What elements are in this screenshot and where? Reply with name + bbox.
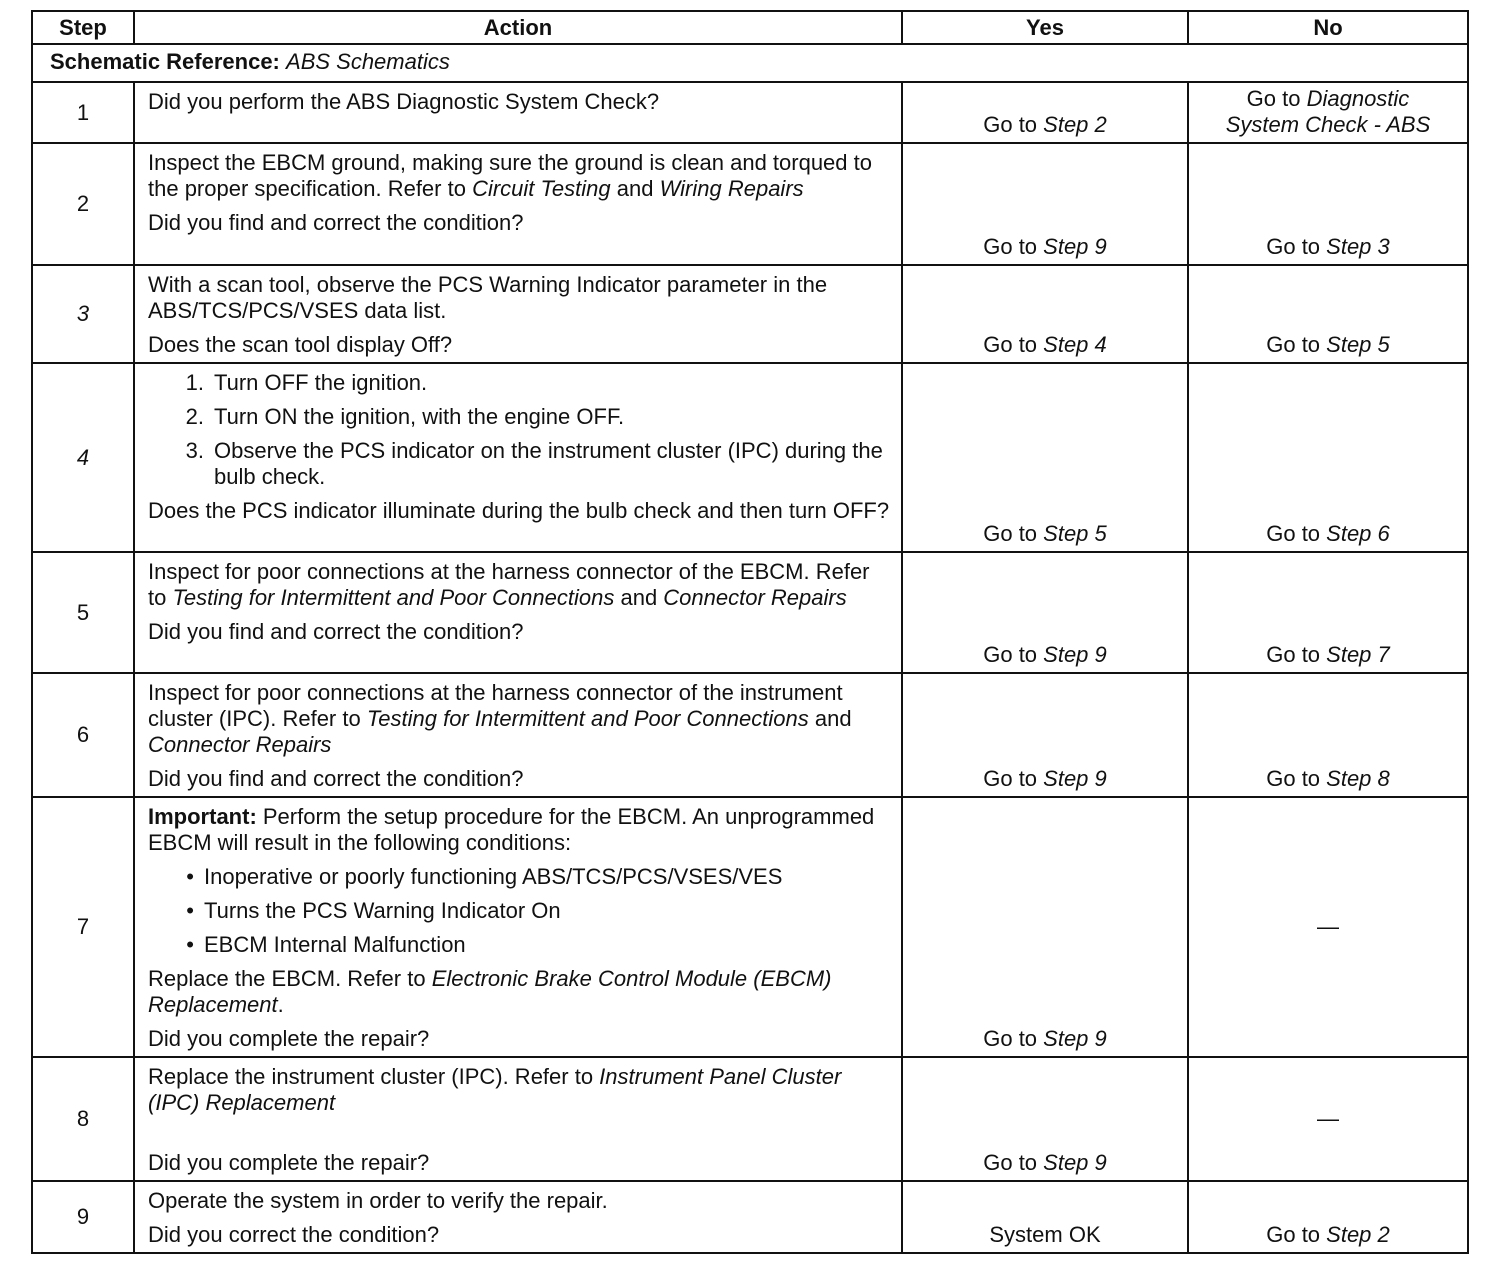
instruction-text: and	[808, 706, 852, 731]
question: Does the PCS indicator illuminate during the bulb check and then turn OFF?	[148, 498, 890, 523]
instruction-text: Replace the instrument cluster (IPC). Refer to	[148, 1064, 600, 1089]
instruction-text: Replace the EBCM. Refer to	[148, 966, 432, 991]
no-prefix: Go to	[1246, 86, 1307, 111]
list-number: 1.	[185, 370, 204, 395]
step-number: 8	[32, 1057, 134, 1181]
important-note	[148, 804, 893, 856]
question: Did you correct the condition?	[148, 1222, 440, 1247]
yes-prefix: Go to	[983, 766, 1044, 791]
schematic-reference	[32, 44, 1468, 82]
yes-cell	[902, 363, 1188, 552]
step-number: 3	[32, 265, 134, 363]
no-link: Diagnostic	[1306, 86, 1410, 111]
list-text: Turn ON the ignition, with the engine OFF.	[214, 404, 625, 429]
no-cell	[1188, 552, 1468, 673]
ref-link: Circuit Testing	[472, 176, 611, 201]
question: Did you find and correct the condition?	[148, 619, 524, 644]
action-cell	[134, 363, 902, 552]
no-link: Step 2	[1326, 1222, 1390, 1247]
list-item	[148, 898, 893, 924]
bullet-icon: •	[186, 932, 194, 957]
list-item	[148, 404, 893, 430]
ref-link: Testing for Intermittent and Poor Connections	[366, 706, 809, 731]
yes-prefix: Go to	[983, 1150, 1044, 1175]
no-prefix: Go to	[1266, 766, 1327, 791]
instruction	[148, 150, 893, 202]
ref-link: Electronic Brake Control Module (EBCM) Replacement	[148, 966, 832, 1017]
schematic-label: Schematic Reference:	[50, 49, 280, 74]
action-cell	[134, 1181, 902, 1253]
instruction: Operate the system in order to verify the repair.	[148, 1188, 608, 1213]
question: Does the scan tool display Off?	[148, 332, 453, 357]
step-number: 5	[32, 552, 134, 673]
action-cell	[134, 143, 902, 265]
no-cell	[1188, 265, 1468, 363]
yes-prefix: Go to	[983, 521, 1044, 546]
no-link: Step 6	[1326, 521, 1390, 546]
yes-cell	[902, 797, 1188, 1057]
yes-link: Step 9	[1043, 1150, 1107, 1175]
no-prefix: Go to	[1266, 521, 1327, 546]
table-row	[32, 552, 1468, 673]
table-row	[32, 143, 1468, 265]
yes-link: Step 5	[1043, 521, 1107, 546]
no-prefix: Go to	[1266, 332, 1327, 357]
no-cell	[1188, 1057, 1468, 1181]
no-link-cont: System Check - ABS	[1225, 112, 1431, 137]
yes-cell	[902, 265, 1188, 363]
ref-link: Connector Repairs	[663, 585, 847, 610]
action-cell	[134, 1057, 902, 1181]
list-number: 3.	[185, 438, 204, 463]
instruction-text: and	[610, 176, 660, 201]
table-row	[32, 673, 1468, 797]
instruction	[148, 1064, 893, 1116]
header-yes: Yes	[902, 11, 1188, 44]
list-item	[148, 438, 893, 490]
action-cell	[134, 82, 902, 143]
table-row	[32, 1181, 1468, 1253]
instruction	[148, 680, 893, 758]
question: Did you complete the repair?	[148, 1150, 430, 1175]
schematic-row	[32, 44, 1468, 82]
table-row	[32, 363, 1468, 552]
list-text: EBCM Internal Malfunction	[204, 932, 466, 957]
action-cell	[134, 673, 902, 797]
important-label: Important:	[148, 804, 257, 829]
yes-prefix: Go to	[983, 332, 1044, 357]
no-link: Step 8	[1326, 766, 1390, 791]
step-number: 7	[32, 797, 134, 1057]
table-row	[32, 82, 1468, 143]
yes-link: Step 9	[1043, 766, 1107, 791]
no-cell	[1188, 143, 1468, 265]
instruction	[148, 559, 893, 611]
yes-link: Step 9	[1043, 642, 1107, 667]
step-number: 9	[32, 1181, 134, 1253]
yes-cell	[902, 82, 1188, 143]
question: Did you perform the ABS Diagnostic System Check?	[148, 89, 660, 114]
yes-cell	[902, 143, 1188, 265]
ref-link: Connector Repairs	[148, 732, 332, 757]
list-item	[148, 932, 893, 958]
header-step: Step	[32, 11, 134, 44]
no-prefix: Go to	[1266, 642, 1327, 667]
action-cell	[134, 552, 902, 673]
list-text: Turn OFF the ignition.	[214, 370, 428, 395]
header-row	[32, 11, 1468, 44]
no-link: Step 7	[1326, 642, 1390, 667]
yes-prefix: Go to	[983, 234, 1044, 259]
no-prefix: Go to	[1266, 234, 1327, 259]
list-text: Turns the PCS Warning Indicator On	[204, 898, 561, 923]
action-cell	[134, 797, 902, 1057]
yes-link: Step 9	[1043, 234, 1107, 259]
list-number: 2.	[185, 404, 204, 429]
list-text: Inoperative or poorly functioning ABS/TCS/PCS/VSES/VES	[204, 864, 783, 889]
no-cell	[1188, 673, 1468, 797]
no-cell	[1188, 797, 1468, 1057]
ref-link: Testing for Intermittent and Poor Connections	[172, 585, 615, 610]
instruction-text: Inspect for poor connections at the harness connector of the EBCM. Refer to	[148, 559, 870, 610]
action-cell	[134, 265, 902, 363]
list-item	[148, 370, 893, 396]
instruction-text: .	[277, 992, 284, 1017]
question: Did you find and correct the condition?	[148, 210, 524, 235]
no-prefix: Go to	[1266, 1222, 1327, 1247]
instruction-text: Perform the setup procedure for the EBCM. An unprogrammed EBCM will result in the following conditions:	[148, 804, 875, 855]
no-cell	[1188, 363, 1468, 552]
yes-cell	[902, 673, 1188, 797]
list-text: Observe the PCS indicator on the instrument cluster (IPC) during the bulb check.	[214, 438, 883, 489]
yes-prefix: Go to	[983, 1026, 1044, 1051]
yes-cell: System OK	[902, 1181, 1188, 1253]
yes-cell	[902, 552, 1188, 673]
yes-link: Step 2	[1043, 112, 1107, 137]
no-link: Step 3	[1326, 234, 1390, 259]
header-no: No	[1188, 11, 1468, 44]
yes-prefix: Go to	[983, 112, 1044, 137]
step-number: 6	[32, 673, 134, 797]
schematic-value: ABS Schematics	[286, 49, 450, 74]
diagnostic-table	[31, 10, 1469, 1254]
list-item	[148, 864, 893, 890]
step-number: 2	[32, 143, 134, 265]
table-row	[32, 1057, 1468, 1181]
step-number: 1	[32, 82, 134, 143]
yes-link: Step 4	[1043, 332, 1107, 357]
table-row	[32, 265, 1468, 363]
dash: —	[1317, 914, 1339, 939]
ref-link: Wiring Repairs	[659, 176, 804, 201]
yes-link: Step 9	[1043, 1026, 1107, 1051]
no-cell	[1188, 82, 1468, 143]
instruction-text: Inspect for poor connections at the harness connector of the instrument cluster (IPC). Refer to	[148, 680, 843, 731]
bullet-icon: •	[186, 864, 194, 889]
bullet-icon: •	[186, 898, 194, 923]
no-link: Step 5	[1326, 332, 1390, 357]
yes-prefix: Go to	[983, 642, 1044, 667]
header-action: Action	[134, 11, 902, 44]
ref-link: Instrument Panel Cluster (IPC) Replacement	[148, 1064, 842, 1115]
no-cell	[1188, 1181, 1468, 1253]
question: Did you find and correct the condition?	[148, 766, 524, 791]
instruction: With a scan tool, observe the PCS Warning Indicator parameter in the ABS/TCS/PCS/VSES data list.	[148, 272, 828, 323]
instruction	[148, 966, 893, 1018]
dash: —	[1317, 1106, 1339, 1131]
instruction-text: Inspect the EBCM ground, making sure the ground is clean and torqued to the proper specification. Refer to	[148, 150, 872, 201]
yes-cell	[902, 1057, 1188, 1181]
table-row	[32, 797, 1468, 1057]
question: Did you complete the repair?	[148, 1026, 430, 1051]
step-number: 4	[32, 363, 134, 552]
instruction-text: and	[614, 585, 664, 610]
